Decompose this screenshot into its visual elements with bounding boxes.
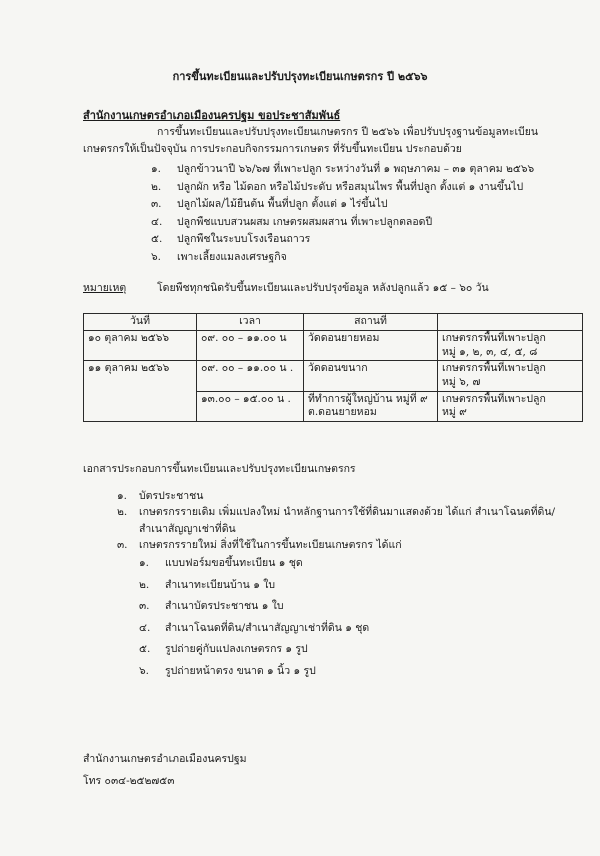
table-row — [84, 331, 583, 361]
sub-text: สำเนาโฉนดที่ดิน/สำเนาสัญญาเช่าที่ดิน ๑ ชุด — [165, 621, 370, 634]
activity-number: ๖. — [151, 250, 162, 263]
activity-text: ปลูกพืชในระบบโรงเรือนถาวร — [177, 233, 311, 245]
sub-number: ๕. — [139, 643, 151, 656]
docs-item — [117, 537, 587, 684]
activity-item — [151, 251, 534, 269]
header-date: วันที่ — [84, 314, 197, 331]
sub-text: แบบฟอร์มขอขึ้นทะเบียน ๑ ชุด — [165, 557, 303, 570]
footer-office: สำนักงานเกษตรอำเภอเมืองนครปฐม — [83, 753, 247, 765]
activity-text: เพาะเลี้ยงแมลงเศรษฐกิจ — [177, 250, 287, 263]
target-line-1: เกษตรกรพื้นที่เพาะปลูก — [442, 332, 546, 344]
docs-list — [117, 488, 587, 684]
document-title: การขึ้นทะเบียนและปรับปรุงทะเบียนเกษตรกร ปี ๒๕๖๖ — [172, 70, 428, 83]
new-farmer-docs-list — [139, 555, 587, 684]
sub-number: ๑. — [139, 557, 150, 570]
note-text: โดยพืชทุกชนิดรับขึ้นทะเบียนและปรับปรุงข้อมูล หลังปลูกแล้ว ๑๕ – ๖๐ วัน — [157, 282, 489, 294]
intro-line-2: เกษตรกรให้เป็นปัจจุบัน การประกอบกิจกรรมการเกษตร ที่รับขึ้นทะเบียน ประกอบด้วย — [83, 143, 462, 155]
docs-heading: เอกสารประกอบการขึ้นทะเบียนและปรับปรุงทะเบียนเกษตรกร — [83, 463, 356, 475]
activity-text: ปลูกข้าวนาปี ๖๖/๖๗ ที่เพาะปลูก ระหว่างวันที่ ๑ พฤษภาคม – ๓๑ ตุลาคม ๒๕๖๖ — [177, 163, 535, 175]
intro-line-1: การขึ้นทะเบียนและปรับปรุงทะเบียนเกษตรกร ปี ๒๕๖๖ เพื่อปรับปรุงฐานข้อมูลทะเบียน — [157, 126, 539, 138]
sub-number: ๔. — [139, 621, 151, 634]
activity-number: ๒. — [151, 180, 162, 193]
cell-place: วัดดอนขนาก — [304, 361, 438, 391]
activity-text: ปลูกไม้ผล/ไม้ยืนต้น พื้นที่ปลูก ตั้งแต่ ๑ ไร่ขึ้นไป — [177, 198, 388, 210]
target-line-2: หมู่ ๖, ๗ — [442, 375, 481, 388]
cell-target — [438, 331, 583, 361]
sub-item — [139, 663, 587, 685]
cell-date: ๑๑ ตุลาคม ๒๕๖๖ — [84, 361, 197, 422]
header-time: เวลา — [197, 314, 304, 331]
header-target — [438, 314, 583, 331]
sub-item — [139, 598, 587, 620]
docs-text: เกษตรกรรายเดิม เพิ่มแปลงใหม่ นำหลักฐานการใช้ที่ดินมาแสดงด้วย ได้แก่ สำเนาโฉนดที่ดิน/ สำเนาสัญญาเช่าที่ดิน — [139, 506, 556, 535]
activity-number: ๓. — [151, 198, 162, 210]
sub-text: สำเนาบัตรประชาชน ๑ ใบ — [165, 600, 284, 613]
sub-item — [139, 620, 587, 642]
cell-time: ๐๙. ๐๐ – ๑๑.๐๐ น . — [197, 361, 304, 391]
sub-item — [139, 641, 587, 663]
activity-item — [151, 198, 534, 216]
activity-number: ๕. — [151, 233, 163, 245]
docs-item — [117, 488, 587, 504]
office-heading: สำนักงานเกษตรอำเภอเมืองนครปฐม ขอประชาสัมพันธ์ — [83, 109, 341, 122]
activity-item — [151, 181, 534, 199]
place-line-2: ต.ดอนยายหอม — [308, 406, 377, 419]
activity-text: ปลูกผัก หรือ ไม้ดอก หรือไม้ประดับ หรือสมุนไพร พื้นที่ปลูก ตั้งแต่ ๑ งานขึ้นไป — [177, 180, 524, 193]
place-line-1: ที่ทำการผู้ใหญ่บ้าน หมู่ที่ ๙ — [308, 392, 428, 405]
activity-item — [151, 216, 534, 234]
target-line-1: เกษตรกรพื้นที่เพาะปลูก — [442, 392, 546, 405]
target-line-1: เกษตรกรพื้นที่เพาะปลูก — [442, 362, 546, 375]
cell-date: ๑๐ ตุลาคม ๒๕๖๖ — [84, 331, 197, 361]
note — [83, 282, 489, 296]
activity-item — [151, 163, 534, 181]
table-header-row — [84, 314, 583, 331]
docs-number: ๒. — [117, 506, 128, 519]
note-label: หมายเหตุ — [83, 282, 127, 294]
activity-number: ๔. — [151, 215, 163, 228]
cell-target — [438, 391, 583, 421]
docs-number: ๑. — [117, 490, 128, 502]
sub-number: ๓. — [139, 600, 150, 613]
cell-target — [438, 361, 583, 391]
sub-number: ๖. — [139, 664, 150, 677]
cell-place — [304, 391, 438, 421]
activity-item — [151, 233, 534, 251]
docs-item — [117, 504, 587, 537]
cell-time: ๑๓.๐๐ – ๑๕.๐๐ น . — [197, 391, 304, 421]
docs-number: ๓. — [117, 538, 128, 551]
activity-text: ปลูกพืชแบบสวนผสม เกษตรผสมผสาน ที่เพาะปลูกตลอดปี — [177, 215, 433, 228]
cell-place: วัดดอนยายหอม — [304, 331, 438, 361]
sub-text: รูปถ่ายคู่กับแปลงเกษตรกร ๑ รูป — [165, 643, 308, 656]
sub-text: สำเนาทะเบียนบ้าน ๑ ใบ — [165, 578, 275, 591]
sub-number: ๒. — [139, 578, 150, 591]
activity-number: ๑. — [151, 163, 162, 175]
schedule-table — [83, 313, 583, 422]
target-line-2: หมู่ ๑, ๒, ๓, ๔, ๕, ๘ — [442, 345, 538, 358]
sub-item — [139, 555, 587, 577]
docs-text: บัตรประชาชน — [139, 490, 204, 502]
header-place: สถานที่ — [304, 314, 438, 331]
footer-phone: โทร ๐๓๔-๒๕๒๗๕๓ — [83, 775, 175, 787]
docs-text: เกษตรกรรายใหม่ สิ่งที่ใช้ในการขึ้นทะเบียนเกษตรกร ได้แก่ — [139, 538, 402, 551]
sub-item — [139, 577, 587, 599]
activity-list — [151, 163, 534, 268]
target-line-2: หมู่ ๙ — [442, 406, 467, 419]
table-row — [84, 361, 583, 391]
cell-time: ๐๙. ๐๐ – ๑๑.๐๐ น — [197, 331, 304, 361]
sub-text: รูปถ่ายหน้าตรง ขนาด ๑ นิ้ว ๑ รูป — [165, 664, 316, 677]
